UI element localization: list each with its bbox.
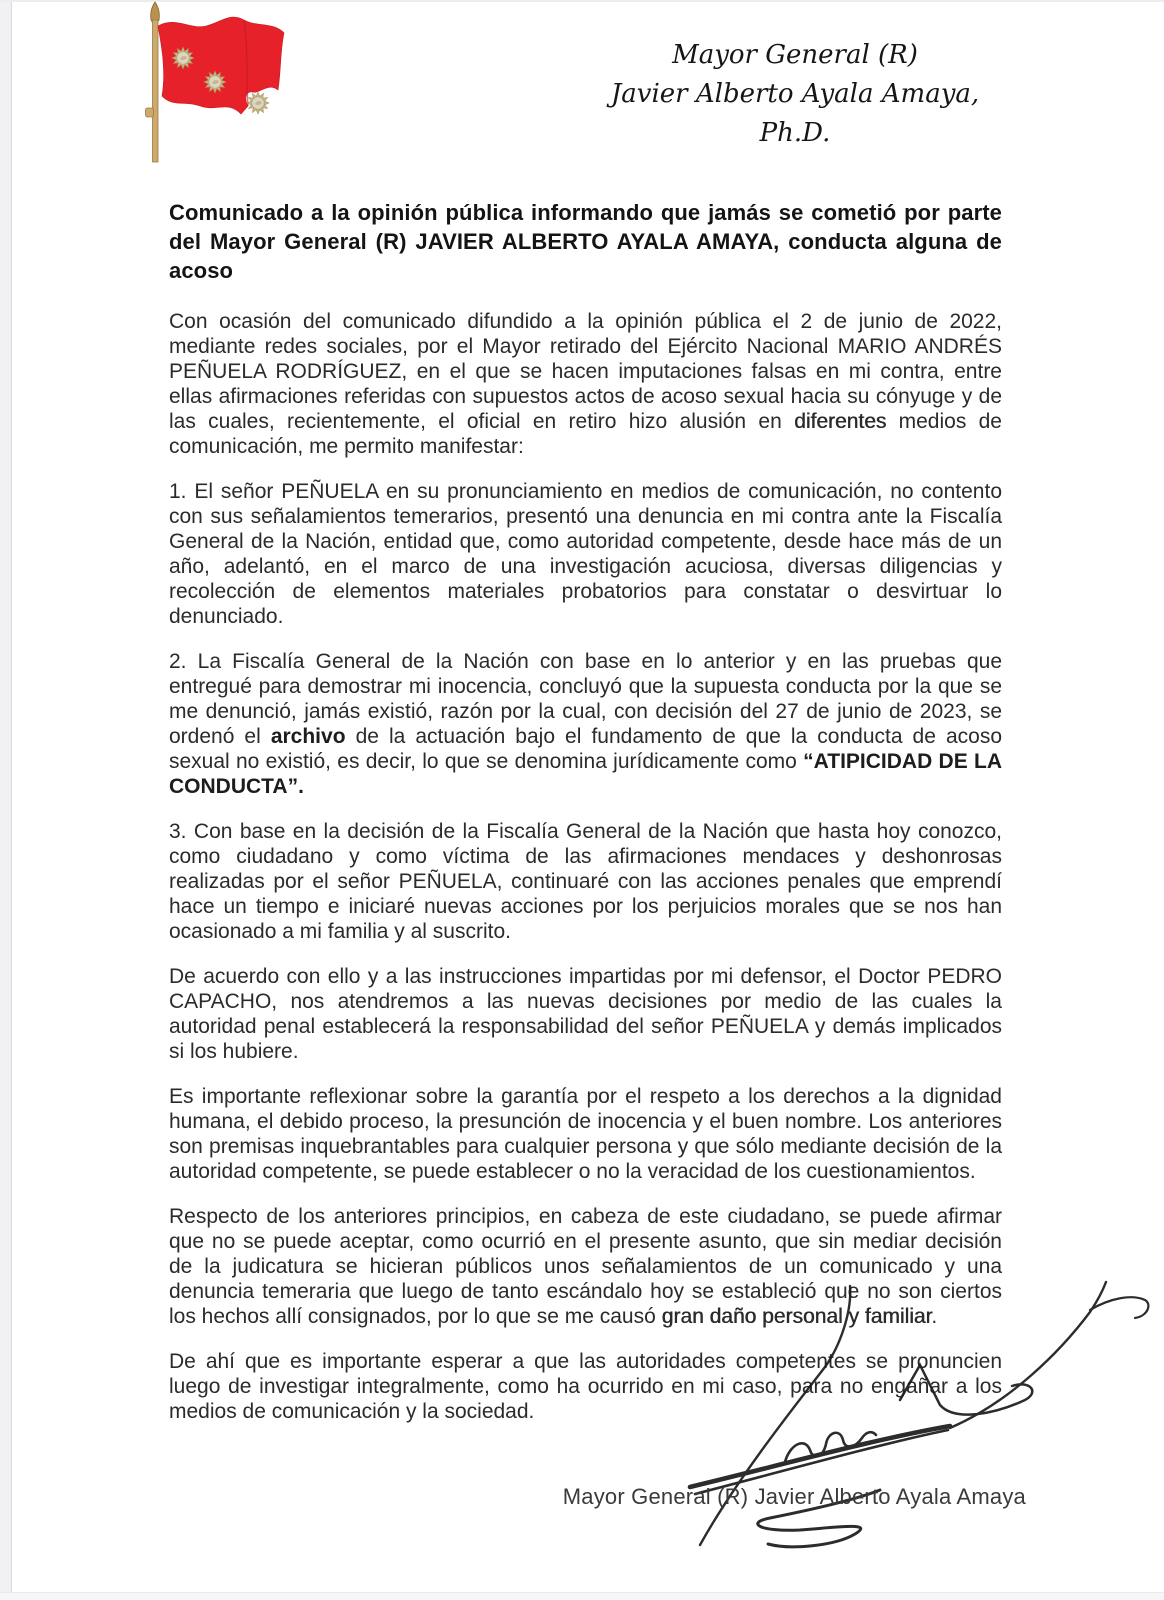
paragraph-final: De ahí que es importante esperar a que las autoridades competentes se pronuncien luego de investigar integralmente, como ha ocurrido en mi caso, para no engañar a los medios de comunicación y la sociedad. [169, 1350, 1002, 1423]
paragraph-item-3: 3. Con base en la decisión de la Fiscalía General de la Nación que hasta hoy conozco, como ciudadano y como víctima de las afirmaciones mendaces y deshonrosas realizadas por el señor PEÑUELA, continuaré con las acciones penales que emprendí hace un tiempo e iniciaré nuevas acciones por los perjuicios morales que se nos han ocasionado a mi familia y al suscrito. [169, 820, 1002, 943]
paragraph-item-1: 1. El señor PEÑUELA en su pronunciamiento en medios de comunicación, no contento con sus señalamientos temerarios, presentó una denuncia en mi contra ante la Fiscalía General de la Nación, entidad que, como autoridad competente, desde hace más de un año, adelantó, en el marco de una investigación acuciosa, diversas diligencias y recolección de elementos materiales probatorios para constatar o desvirtuar lo denunciado. [169, 480, 1002, 628]
item2-bold-archivo: archivo [270, 725, 346, 748]
intro-text: Con ocasión del comunicado difundido a la opinión pública el 2 de junio de 2022, mediante redes sociales, por el Mayor retirado del Ejército Nacional MARIO ANDRÉS PEÑUELA RODRÍGUEZ, en el que se hacen imputaciones falsas en mi contra, entre ellas afirmaciones referidas con supuestos actos de acoso sexual hacia su cónyuge y de las cuales, recientemente, el oficial en retiro hizo alusión en [169, 310, 1002, 433]
document-title: Comunicado a la opinión pública informando que jamás se cometió por parte del Mayor General (R) JAVIER ALBERTO AYALA AMAYA, conducta alguna de acoso [169, 200, 1002, 283]
letterhead-rank: Mayor General (R) [672, 40, 918, 70]
letterhead [600, 36, 990, 153]
paragraph-garantia: Es importante reflexionar sobre la garantía por el respeto a los derechos a la dignidad humana, el debido proceso, la presunción de inocencia y el buen nombre. Los anteriores son premisas inquebrantables para cualquier persona y que sólo mediante decisión de la autoridad competente, se puede establecer o no la veracidad de los cuestionamientos. [169, 1085, 1002, 1183]
paragraph-defensor: De acuerdo con ello y a las instrucciones impartidas por mi defensor, el Doctor PEDRO CAPACHO, nos atendremos a las nuevas decisiones por medio de las cuales la autoridad penal establecerá la responsabilidad del señor PEÑUELA y demás implicados si los hubiere. [169, 965, 1002, 1063]
respecto-emphasis: gran daño personal y familiar [661, 1305, 932, 1328]
signoff-name: Mayor General (R) Javier Alberto Ayala Amaya [562, 1484, 1026, 1509]
item2-text: 2. La Fiscalía General de la Nación con base en lo anterior y en las pruebas que entregué para demostrar mi inocencia, concluyó que la supuesta conducta por la que se me denunció, jamás existió, razón por la cual, con decisión del 27 de junio de 2023, se ordenó el [169, 650, 1002, 748]
intro-text-end: medios de comunicación, me permito manifestar: [169, 410, 1002, 458]
letter-body [169, 198, 1002, 1444]
item2-text-mid: de la actuación bajo el fundamento de que la conducta de acoso sexual no existió, es decir, lo que se denomina jurídicamente como [169, 725, 1002, 773]
item2-bold-atipicidad: “ATIPICIDAD DE LA CONDUCTA”. [169, 750, 1002, 798]
respecto-text-end: . [931, 1305, 938, 1328]
three-star-rank-flag-icon [128, 0, 298, 172]
intro-emphasis: diferentes [794, 410, 887, 433]
scan-left-edge [0, 0, 12, 1600]
respecto-text: Respecto de los anteriores principios, en cabeza de este ciudadano, se puede afirmar que no se puede aceptar, como ocurrió en el presente asunto, que sin mediar decisión de la judicatura se hicieran públicos unos señalamientos de un comunicado y una denuncia temeraria que luego de tanto escándalo hoy se estableció que no son ciertos los hechos allí consignados, por lo que se me causó [169, 1205, 1002, 1328]
paragraph-item-2 [169, 649, 1002, 799]
scan-bottom-edge [0, 1592, 1164, 1600]
paragraph-intro [169, 309, 1002, 459]
letterhead-name: Javier Alberto Ayala Amaya, Ph.D. [610, 79, 980, 148]
signature [640, 1272, 1164, 1560]
